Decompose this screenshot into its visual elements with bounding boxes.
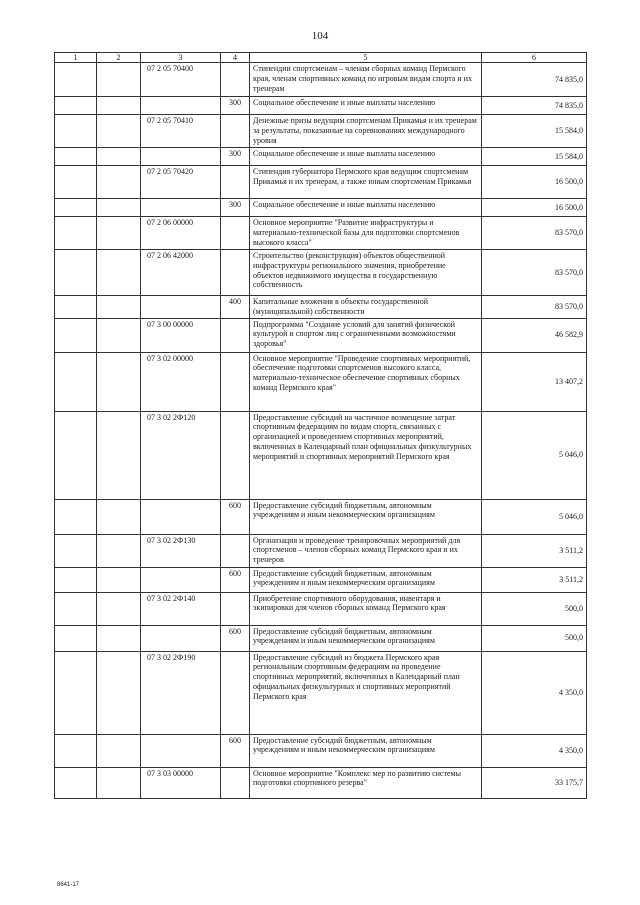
- row-amount: 15 584,0: [482, 148, 587, 166]
- row-code: 07 3 02 2Ф140: [141, 592, 221, 625]
- row-name: Предоставление субсидий из бюджета Пермского края региональным спортивным федерациям на проведение спортивных мероприятий, включенных в Календарный план официальных физкультурных и спортивных мероприятий Пермского края: [250, 651, 482, 734]
- row-code: 07 3 02 2Ф130: [141, 534, 221, 567]
- row-code: 07 3 03 00000: [141, 767, 221, 798]
- empty-cell-1: [55, 767, 97, 798]
- row-amount: 4 350,0: [482, 651, 587, 734]
- table-row: [55, 734, 587, 767]
- empty-cell-2: [97, 411, 141, 499]
- empty-cell-2: [97, 567, 141, 592]
- row-expense-type: [221, 767, 250, 798]
- row-code: [141, 199, 221, 217]
- row-amount: 3 511,2: [482, 567, 587, 592]
- table-row: [55, 318, 587, 352]
- row-name: Предоставление субсидий бюджетным, автономным учреждениям и иным некоммерческим организациям: [250, 734, 482, 767]
- empty-cell-2: [97, 296, 141, 319]
- row-expense-type: [221, 250, 250, 296]
- row-expense-type: [221, 352, 250, 411]
- empty-cell-1: [55, 199, 97, 217]
- empty-cell-1: [55, 296, 97, 319]
- empty-cell-2: [97, 115, 141, 148]
- row-expense-type: [221, 166, 250, 199]
- table-row: [55, 296, 587, 319]
- row-name: Подпрограмма "Создание условий для занятий физической культурой и спортом лиц с ограниченными возможностями здоровья": [250, 318, 482, 352]
- table-row: [55, 97, 587, 115]
- row-expense-type: 300: [221, 97, 250, 115]
- row-name: Предоставление субсидий бюджетным, автономным учреждениям и иным некоммерческим организациям: [250, 567, 482, 592]
- row-amount: 3 511,2: [482, 534, 587, 567]
- row-amount: 83 570,0: [482, 250, 587, 296]
- table-row: [55, 115, 587, 148]
- table-row: [55, 592, 587, 625]
- row-amount: 83 570,0: [482, 217, 587, 250]
- row-code: [141, 296, 221, 319]
- row-code: 07 2 06 00000: [141, 217, 221, 250]
- row-amount: 74 835,0: [482, 97, 587, 115]
- row-expense-type: [221, 217, 250, 250]
- row-name: Строительство (реконструкция) объектов общественной инфраструктуры регионального значения, приобретение объектов недвижимого имущества в государственную собственность: [250, 250, 482, 296]
- empty-cell-1: [55, 148, 97, 166]
- empty-cell-2: [97, 97, 141, 115]
- empty-cell-2: [97, 148, 141, 166]
- row-code: [141, 97, 221, 115]
- table-row: [55, 217, 587, 250]
- header-cell-1: 1: [55, 53, 97, 63]
- empty-cell-1: [55, 567, 97, 592]
- table-row: [55, 166, 587, 199]
- row-name: Социальное обеспечение и иные выплаты населению: [250, 199, 482, 217]
- table-row: [55, 625, 587, 651]
- row-expense-type: [221, 63, 250, 97]
- row-amount: 33 175,7: [482, 767, 587, 798]
- empty-cell-1: [55, 534, 97, 567]
- row-code: 07 3 02 2Ф120: [141, 411, 221, 499]
- empty-cell-1: [55, 352, 97, 411]
- empty-cell-1: [55, 115, 97, 148]
- row-expense-type: 300: [221, 199, 250, 217]
- row-name: Предоставление субсидий бюджетным, автономным учреждениям и иным некоммерческим организациям: [250, 625, 482, 651]
- header-cell-2: 2: [97, 53, 141, 63]
- empty-cell-1: [55, 651, 97, 734]
- empty-cell-2: [97, 651, 141, 734]
- empty-cell-2: [97, 534, 141, 567]
- header-row: [55, 53, 587, 63]
- row-expense-type: [221, 318, 250, 352]
- row-amount: 46 582,9: [482, 318, 587, 352]
- row-code: 07 3 02 00000: [141, 352, 221, 411]
- row-name: Предоставление субсидий на частичное возмещение затрат спортивным федерациям по видам спорта, связанных с организацией и проведением спортивных мероприятий, включенных в Календарный план официальных физкультурных мероприятий и спортивных мероприятий Пермского края: [250, 411, 482, 499]
- row-amount: 13 407,2: [482, 352, 587, 411]
- row-amount: 4 350,0: [482, 734, 587, 767]
- row-expense-type: 600: [221, 734, 250, 767]
- row-amount: 83 570,0: [482, 296, 587, 319]
- row-name: Стипендии спортсменам – членам сборных команд Пермского края, членам спортивных команд по игровым видам спорта и их тренерам: [250, 63, 482, 97]
- empty-cell-2: [97, 625, 141, 651]
- footer-code: 8641-17: [57, 882, 80, 888]
- row-expense-type: [221, 651, 250, 734]
- row-name: Приобретение спортивного оборудования, инвентаря и экипировки для членов сборных команд Пермского края: [250, 592, 482, 625]
- row-name: Социальное обеспечение и иные выплаты населению: [250, 97, 482, 115]
- row-code: 07 3 00 00000: [141, 318, 221, 352]
- row-amount: 500,0: [482, 625, 587, 651]
- row-expense-type: [221, 534, 250, 567]
- empty-cell-2: [97, 592, 141, 625]
- row-name: Капитальные вложения в объекты государственной (муниципальной) собственности: [250, 296, 482, 319]
- header-cell-3: 3: [141, 53, 221, 63]
- empty-cell-1: [55, 166, 97, 199]
- row-expense-type: 300: [221, 148, 250, 166]
- row-name: Денежные призы ведущим спортсменам Прикамья и их тренерам за результаты, показанные на соревнованиях международного уровня: [250, 115, 482, 148]
- row-name: Организация и проведение тренировочных мероприятий для спортсменов – членов сборных команд Пермского края и их тренеров: [250, 534, 482, 567]
- empty-cell-2: [97, 318, 141, 352]
- empty-cell-2: [97, 199, 141, 217]
- table-row: [55, 411, 587, 499]
- empty-cell-1: [55, 411, 97, 499]
- empty-cell-2: [97, 250, 141, 296]
- table-row: [55, 63, 587, 97]
- row-code: 07 2 05 70410: [141, 115, 221, 148]
- empty-cell-1: [55, 250, 97, 296]
- empty-cell-2: [97, 352, 141, 411]
- row-name: Стипендия губернатора Пермского края ведущим спортсменам Прикамья и их тренерам, а также юным спортсменам Прикамья: [250, 166, 482, 199]
- row-amount: 16 500,0: [482, 166, 587, 199]
- row-code: [141, 625, 221, 651]
- row-expense-type: [221, 411, 250, 499]
- row-amount: 74 835,0: [482, 63, 587, 97]
- row-code: [141, 567, 221, 592]
- empty-cell-1: [55, 217, 97, 250]
- row-name: Основное мероприятие "Развитие инфраструктуры и материально-технической базы для подготовки спортсменов высокого класса": [250, 217, 482, 250]
- row-code: [141, 499, 221, 534]
- row-code: 07 2 05 70400: [141, 63, 221, 97]
- empty-cell-1: [55, 318, 97, 352]
- table-row: [55, 767, 587, 798]
- row-expense-type: 600: [221, 625, 250, 651]
- row-expense-type: [221, 592, 250, 625]
- header-cell-6: 6: [482, 53, 587, 63]
- empty-cell-2: [97, 767, 141, 798]
- empty-cell-2: [97, 166, 141, 199]
- row-code: 07 2 05 70420: [141, 166, 221, 199]
- empty-cell-1: [55, 734, 97, 767]
- table-row: [55, 148, 587, 166]
- header-cell-4: 4: [221, 53, 250, 63]
- empty-cell-1: [55, 592, 97, 625]
- row-expense-type: 400: [221, 296, 250, 319]
- row-expense-type: 600: [221, 499, 250, 534]
- page-number: 104: [311, 30, 329, 42]
- row-expense-type: [221, 115, 250, 148]
- row-name: Социальное обеспечение и иные выплаты населению: [250, 148, 482, 166]
- empty-cell-2: [97, 63, 141, 97]
- table-row: [55, 651, 587, 734]
- row-name: Предоставление субсидий бюджетным, автономным учреждениям и иным некоммерческим организациям: [250, 499, 482, 534]
- row-amount: 500,0: [482, 592, 587, 625]
- row-amount: 16 500,0: [482, 199, 587, 217]
- row-name: Основное мероприятие "Проведение спортивных мероприятий, обеспечение подготовки спортсменов высокого класса, материально-техническое обеспечение спортивных сборных команд Пермского края": [250, 352, 482, 411]
- row-amount: 5 046,0: [482, 499, 587, 534]
- empty-cell-2: [97, 734, 141, 767]
- empty-cell-1: [55, 63, 97, 97]
- row-name: Основное мероприятие "Комплекс мер по развитию системы подготовки спортивного резерва": [250, 767, 482, 798]
- row-code: 07 2 06 42000: [141, 250, 221, 296]
- table-row: [55, 534, 587, 567]
- row-amount: 5 046,0: [482, 411, 587, 499]
- row-code: 07 3 02 2Ф190: [141, 651, 221, 734]
- row-code: [141, 734, 221, 767]
- empty-cell-2: [97, 217, 141, 250]
- row-amount: 15 584,0: [482, 115, 587, 148]
- empty-cell-1: [55, 97, 97, 115]
- header-cell-5: 5: [250, 53, 482, 63]
- empty-cell-1: [55, 625, 97, 651]
- table-row: [55, 352, 587, 411]
- row-code: [141, 148, 221, 166]
- table-row: [55, 250, 587, 296]
- row-expense-type: 600: [221, 567, 250, 592]
- empty-cell-1: [55, 499, 97, 534]
- empty-cell-2: [97, 499, 141, 534]
- budget-table: [54, 52, 587, 799]
- table-row: [55, 499, 587, 534]
- table-row: [55, 199, 587, 217]
- table-row: [55, 567, 587, 592]
